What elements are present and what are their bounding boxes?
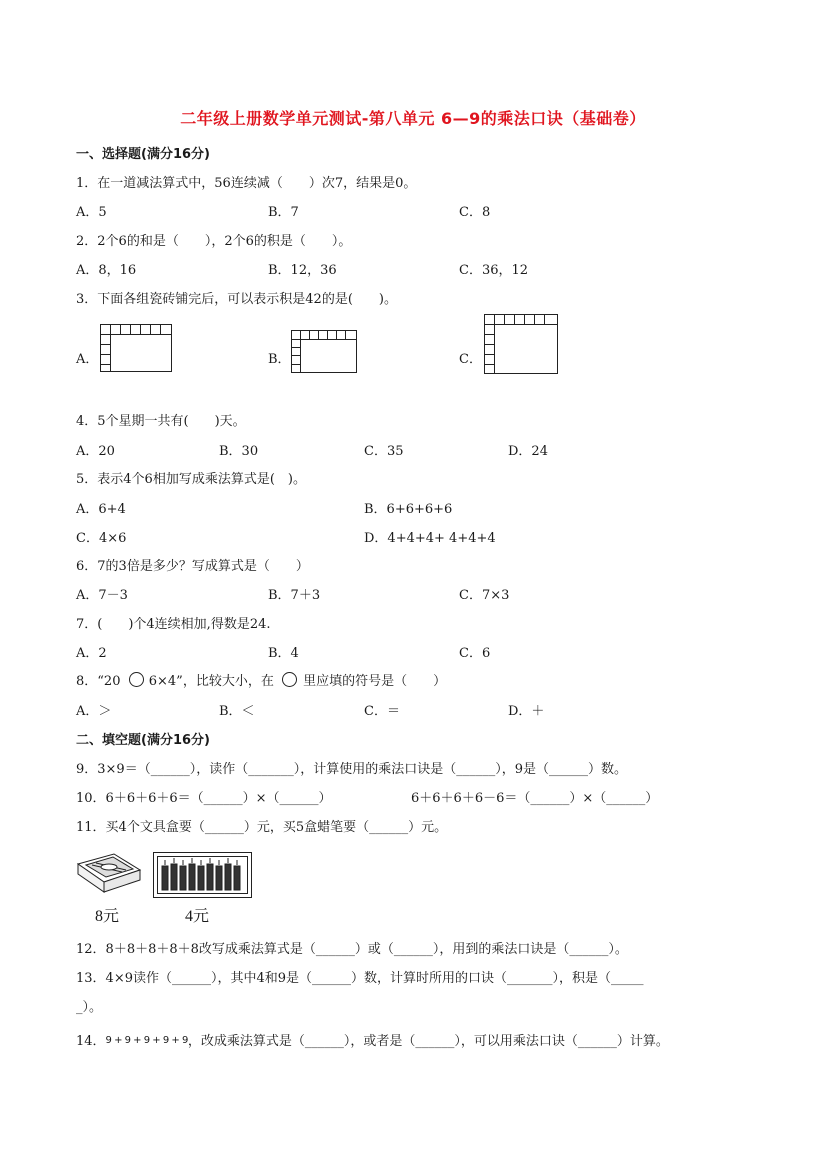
pencil-box-image [76,852,142,896]
q8-option-c[interactable]: C．＝ [364,704,400,719]
q3-option-b[interactable]: B． [268,352,291,367]
price-crayon-box: 4元 [185,908,210,925]
crayon-box-image [153,852,252,898]
question-10-left: 10．6＋6＋6＋6＝（______）×（______） [76,791,332,806]
q7-option-c[interactable]: C．6 [459,646,491,661]
page-title: 二年级上册数学单元测试-第八单元 6—9的乘法口诀（基础卷） [180,109,646,128]
q5-option-d[interactable]: D．4+4+4+ 4+4+4 [364,531,496,546]
question-12: 12．8＋8＋8＋8＋8改写成乘法算式是（______）或（______），用到的乘法口诀是（______）。 [76,942,628,957]
q1-option-a[interactable]: A．5 [76,205,107,220]
section-heading-choice: 一、选择题(满分16分) [76,147,210,162]
q14-expression: 9 + 9 + 9 + 9 + 9 [105,1035,188,1046]
q8-option-d[interactable]: D．＋ [508,704,545,719]
question-1: 1．在一道减法算式中，56连续减（ ）次7，结果是0。 [76,176,417,191]
comparison-circle-icon [129,672,144,687]
q5-option-c[interactable]: C．4×6 [76,531,127,546]
q1-option-c[interactable]: C．8 [459,205,491,220]
q7-option-a[interactable]: A．2 [76,646,107,661]
q8-option-b[interactable]: B．＜ [219,704,255,719]
q8-text-post: 里应填的符号是（ ） [303,674,447,689]
q6-option-b[interactable]: B．7＋3 [268,588,321,603]
q7-option-b[interactable]: B．4 [268,646,299,661]
question-7: 7．( )个4连续相加,得数是24. [76,617,271,632]
q14-text: ，改成乘法算式是（______），或者是（______），可以用乘法口诀（______）计算。 [187,1034,669,1049]
question-13-line2: _）。 [76,1000,103,1015]
question-2: 2．2个6的和是（ ），2个6的积是（ ）。 [76,234,352,249]
question-13-line1: 13．4×9读作（______），其中4和9是（______）数，计算时所用的口诀（_______），积是（_____ [76,971,644,986]
q4-option-d[interactable]: D．24 [508,444,548,459]
q14-number: 14． [76,1034,106,1049]
q3-option-c[interactable]: C． [459,352,482,367]
comparison-circle-icon [282,672,297,687]
q4-option-c[interactable]: C．35 [364,444,404,459]
q8-text-pre: 8．“20 [76,674,121,689]
q1-option-b[interactable]: B．7 [268,205,299,220]
question-5: 5．表示4个6相加写成乘法算式是( )。 [76,472,306,487]
question-8 [76,670,446,689]
tile-grid-b [291,330,357,373]
q2-option-a[interactable]: A．8，16 [76,263,137,278]
q4-option-a[interactable]: A．20 [76,444,115,459]
question-9: 9．3×9＝（______），读作（_______），计算使用的乘法口诀是（______），9是（______）数。 [76,762,627,777]
q8-option-a[interactable]: A．＞ [76,704,112,719]
q5-option-b[interactable]: B．6+6+6+6 [364,502,453,517]
q2-option-c[interactable]: C．36，12 [459,263,529,278]
tile-grid-c [484,314,558,374]
question-4: 4．5个星期一共有( )天。 [76,414,246,429]
q6-option-a[interactable]: A．7－3 [76,588,128,603]
q4-option-b[interactable]: B．30 [219,444,259,459]
q6-option-c[interactable]: C．7×3 [459,588,510,603]
question-14 [76,1030,669,1049]
q5-option-a[interactable]: A．6+4 [76,502,126,517]
question-6: 6．7的3倍是多少？写成算式是（ ） [76,559,309,574]
tile-grid-a [100,324,172,372]
question-10-right: 6＋6＋6＋6－6＝（______）×（______） [411,791,659,806]
price-pencil-box: 8元 [95,908,120,925]
q3-option-a[interactable]: A． [76,352,99,367]
question-11: 11．买4个文具盒要（______）元，买5盒蜡笔要（______）元。 [76,820,448,835]
q8-text-mid: 6×4”，比较大小，在 [148,674,274,689]
q2-option-b[interactable]: B．12，36 [268,263,337,278]
question-3: 3．下面各组瓷砖铺完后，可以表示积是42的是( )。 [76,292,397,307]
section-heading-fill: 二、填空题(满分16分) [76,733,210,748]
